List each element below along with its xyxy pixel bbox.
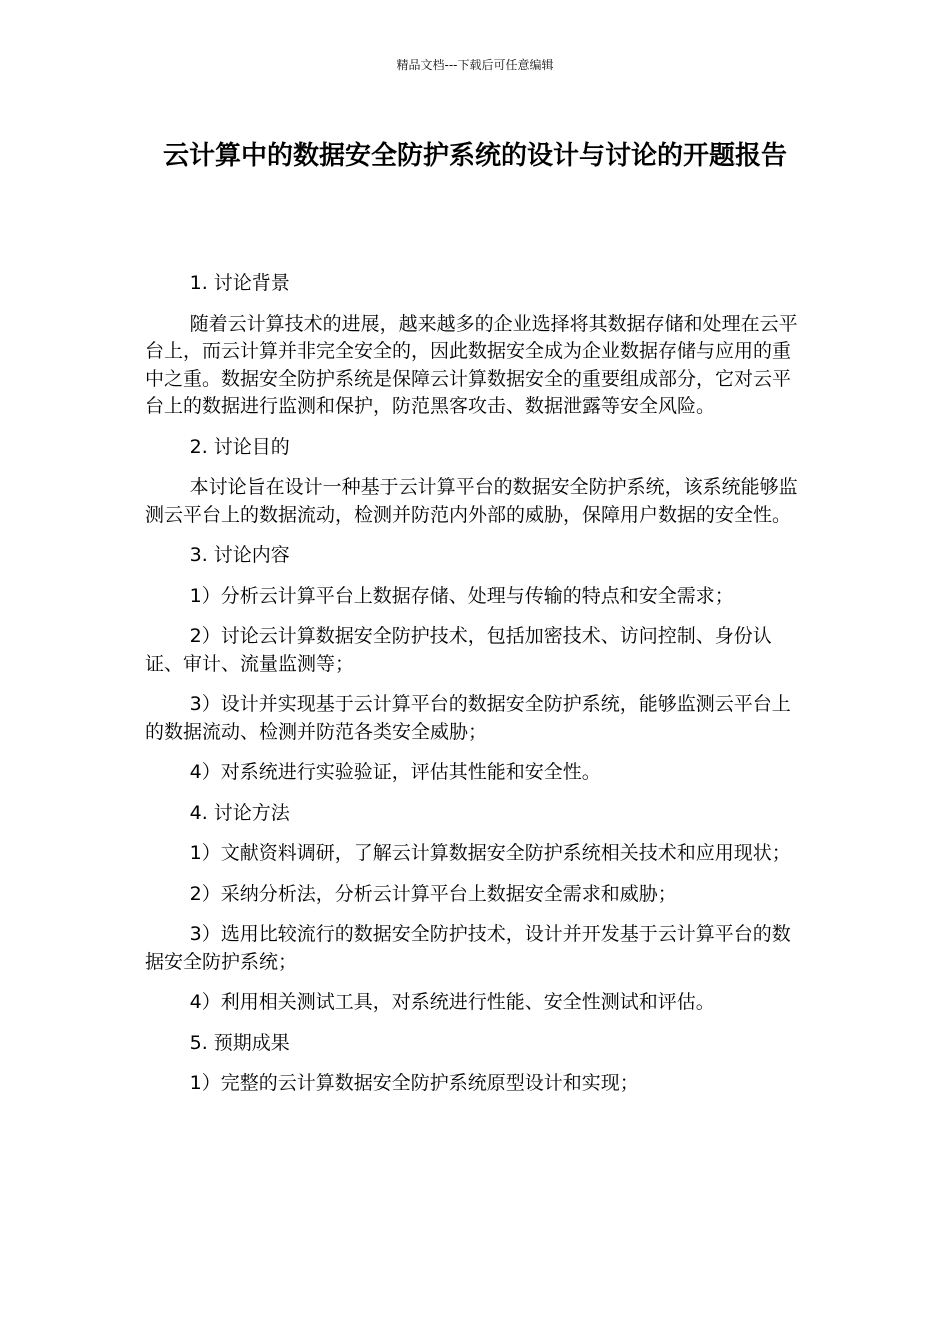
section-heading-purpose: 2. 讨论目的	[189, 435, 290, 458]
section-heading-method: 4. 讨论方法	[189, 801, 290, 824]
list-item-method-3: 3）选用比较流行的数据安全防护技术，设计并开发基于云计算平台的数据安全防护系统；	[145, 923, 791, 973]
list-item-method-1: 1）文献资料调研，了解云计算数据安全防护系统相关技术和应用现状；	[189, 842, 791, 864]
list-item-content-2: 2）讨论云计算数据安全防护技术，包括加密技术、访问控制、身份认证、审计、流量监测等；	[145, 625, 772, 675]
document-body	[145, 270, 807, 1111]
list-item-method-2: 2）采纳分析法，分析云计算平台上数据安全需求和威胁；	[189, 882, 677, 905]
page-header: 精品文档---下载后可任意编辑	[396, 58, 554, 72]
list-item-content-3: 3）设计并实现基于云计算平台的数据安全防护系统，能够监测云平台上的数据流动、检测并防范各类安全威胁；	[145, 693, 791, 743]
paragraph-purpose: 本讨论旨在设计一种基于云计算平台的数据安全防护系统，该系统能够监测云平台上的数据流动，检测并防范内外部的威胁，保障用户数据的安全性。	[145, 476, 798, 526]
list-item-method-4: 4）利用相关测试工具，对系统进行性能、安全性测试和评估。	[189, 991, 715, 1013]
paragraph-background: 随着云计算技术的进展，越来越多的企业选择将其数据存储和处理在云平台上，而云计算并非完全安全的，因此数据安全成为企业数据存储与应用的重中之重。数据安全防护系统是保障云计算数据安全的重要组成部分，它对云平台上的数据进行监测和保护，防范黑客攻击、数据泄露等安全风险。	[145, 312, 798, 417]
document-title: 云计算中的数据安全防护系统的设计与讨论的开题报告	[162, 141, 787, 171]
list-item-content-4: 4）对系统进行实验验证，评估其性能和安全性。	[189, 761, 601, 783]
list-item-content-1: 1）分析云计算平台上数据存储、处理与传输的特点和安全需求；	[189, 584, 734, 607]
section-heading-content: 3. 讨论内容	[189, 544, 290, 566]
list-item-results-1: 1）完整的云计算数据安全防护系统原型设计和实现；	[189, 1072, 639, 1094]
section-heading-results: 5. 预期成果	[189, 1031, 290, 1054]
section-heading-background: 1. 讨论背景	[189, 272, 290, 294]
